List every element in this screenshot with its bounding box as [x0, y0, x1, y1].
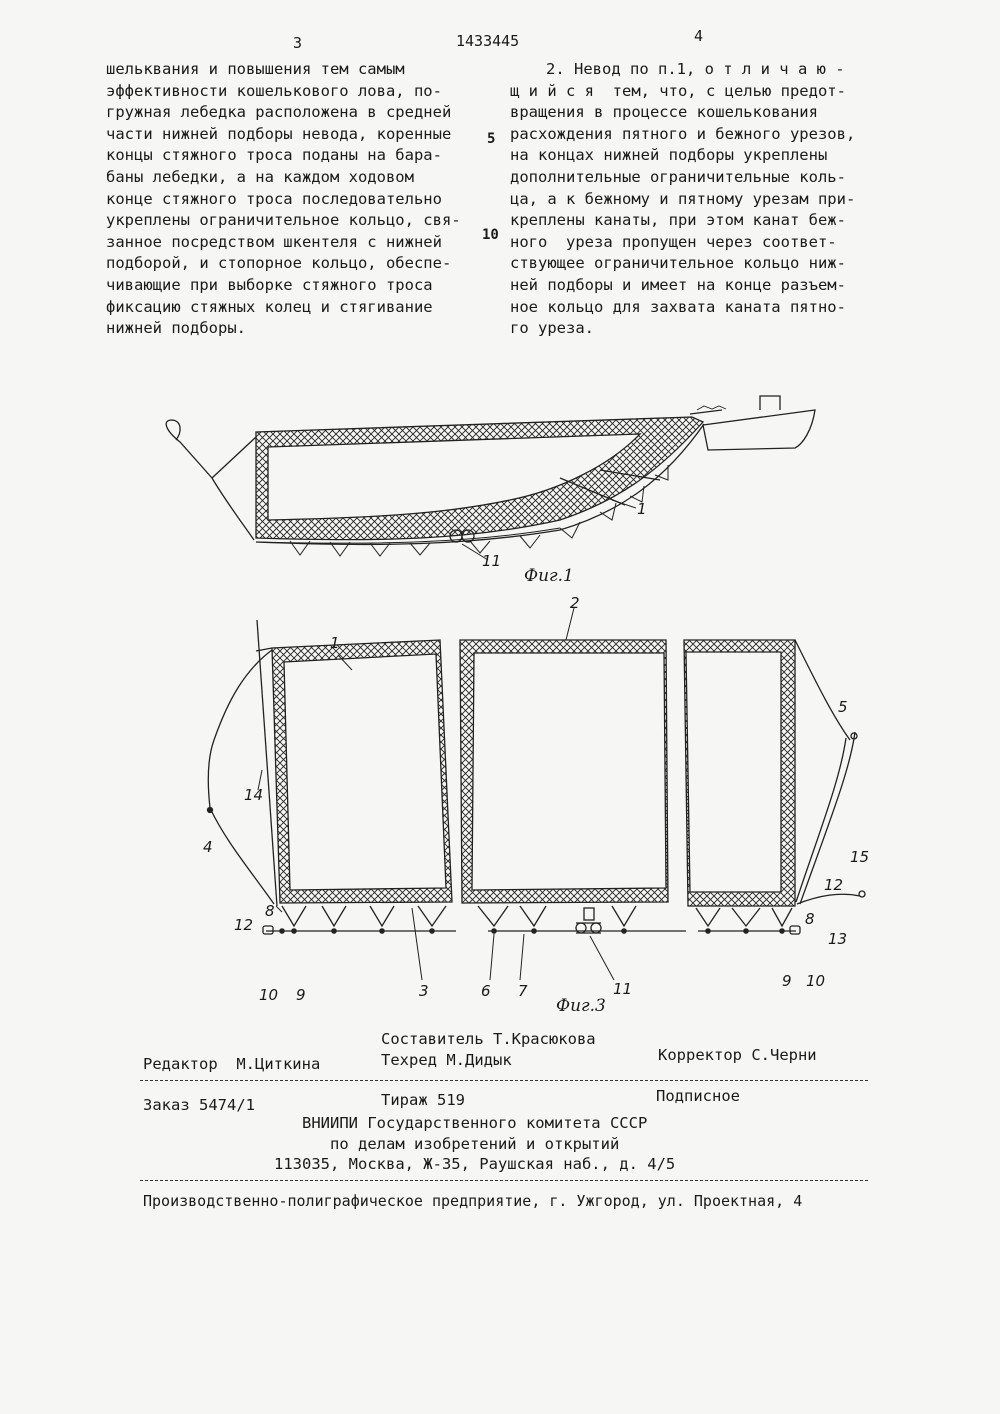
fig3-label-9-left: 9: [296, 986, 306, 1004]
left-column-text: [106, 59, 461, 340]
left-line: фиксацию стяжных колец и стягивание: [106, 297, 433, 316]
left-line: эффективности кошелькового лова, по-: [106, 81, 442, 100]
left-line: нижней подборы.: [106, 319, 246, 338]
imprint-printer: Производственно-полиграфическое предприятие, г. Ужгород, ул. Проектная, 4: [143, 1192, 803, 1210]
right-line: креплены канаты, при этом канат беж-: [510, 211, 846, 230]
right-line: на концах нижней подборы укреплены: [510, 146, 828, 165]
fig3-label-1: 1: [330, 634, 340, 652]
figure-3-drawing: [208, 608, 866, 980]
fig1-label-net: 1: [637, 500, 647, 518]
left-line: конце стяжного троса последовательно: [106, 189, 442, 208]
fig3-label-10-left: 10: [259, 986, 279, 1004]
right-line: ное кольцо для захвата каната пятно-: [510, 297, 846, 316]
patent-number: 1433445: [456, 32, 520, 50]
fig3-label-14: 14: [244, 786, 264, 804]
separator-2: [140, 1180, 868, 1181]
imprint-compiler: Составитель Т.Красюкова: [381, 1030, 596, 1048]
line-number-5: 5: [487, 131, 496, 147]
imprint-techred: Техред М.Дидык: [381, 1051, 512, 1069]
figure-1-drawing: [166, 396, 815, 560]
fig3-label-8-right: 8: [805, 910, 815, 928]
imprint-address: 113035, Москва, Ж-35, Раушская наб., д. 4/5: [274, 1155, 676, 1173]
right-line: го уреза.: [510, 319, 594, 338]
fig3-label-12-left: 12: [234, 916, 254, 934]
right-line: ней подборы и имеет на конце разъем-: [510, 275, 846, 294]
fig3-label-4: 4: [203, 838, 213, 856]
fig3-label-13: 13: [828, 930, 848, 948]
right-line: ного уреза пропущен через соответ-: [510, 232, 837, 251]
left-line: шельквания и повышения тем самым: [106, 60, 405, 78]
figure-3-caption: Фиг.3: [556, 996, 606, 1016]
left-line: укреплены ограничительное кольцо, свя-: [106, 211, 461, 230]
fig3-label-15: 15: [850, 848, 870, 866]
right-line: дополнительные ограничительные коль-: [510, 167, 846, 186]
page-number-right: 4: [694, 27, 704, 45]
imprint-editor: Редактор М.Циткина: [143, 1055, 321, 1073]
figure-1-caption: Фиг.1: [524, 566, 574, 586]
fig3-label-5: 5: [838, 698, 848, 716]
fig3-label-9-right: 9: [782, 972, 792, 990]
left-line: занное посредством шкентеля с нижней: [106, 232, 442, 251]
fig3-label-8-left: 8: [265, 902, 275, 920]
right-column-text: [510, 59, 855, 340]
right-line: ца, а к бежному и пятному урезам при-: [510, 189, 856, 208]
separator-1: [140, 1080, 868, 1081]
left-line: гружная лебедка расположена в средней: [106, 103, 452, 122]
right-line: ствующее ограничительное кольцо ниж-: [510, 254, 846, 273]
fig3-label-2: 2: [570, 594, 580, 612]
left-line: баны лебедки, а на каждом ходовом: [106, 167, 414, 186]
right-line: 2. Невод по п.1, о т л и ч а ю -: [546, 60, 845, 78]
fig3-label-12-right: 12: [824, 876, 844, 894]
left-line: подборой, и стопорное кольцо, обеспе-: [106, 254, 452, 273]
line-number-10: 10: [482, 227, 499, 243]
imprint-order: Заказ 5474/1: [143, 1096, 255, 1114]
fig3-label-3: 3: [419, 982, 429, 1000]
imprint-org-1: ВНИИПИ Государственного комитета СССР: [302, 1114, 648, 1132]
fig3-label-6: 6: [481, 982, 491, 1000]
right-line: расхождения пятного и бежного урезов,: [510, 124, 856, 143]
right-line: вращения в процессе кошелькования: [510, 103, 818, 122]
left-line: концы стяжного троса поданы на бара-: [106, 146, 442, 165]
fig3-label-11: 11: [613, 980, 633, 998]
fig1-label-winch: 11: [482, 552, 502, 570]
imprint-corrector: Корректор С.Черни: [658, 1046, 817, 1064]
imprint-circulation: Тираж 519: [381, 1091, 465, 1109]
fig3-label-7: 7: [518, 982, 528, 1000]
right-line: щ и й с я тем, что, с целью предот-: [510, 81, 846, 100]
left-line: чивающие при выборке стяжного троса: [106, 275, 433, 294]
page-number-left: 3: [293, 34, 303, 52]
imprint-org-2: по делам изобретений и открытий: [330, 1135, 620, 1153]
imprint-subscription: Подписное: [656, 1087, 740, 1105]
fig3-label-10-right: 10: [806, 972, 826, 990]
left-line: части нижней подборы невода, коренные: [106, 124, 452, 143]
